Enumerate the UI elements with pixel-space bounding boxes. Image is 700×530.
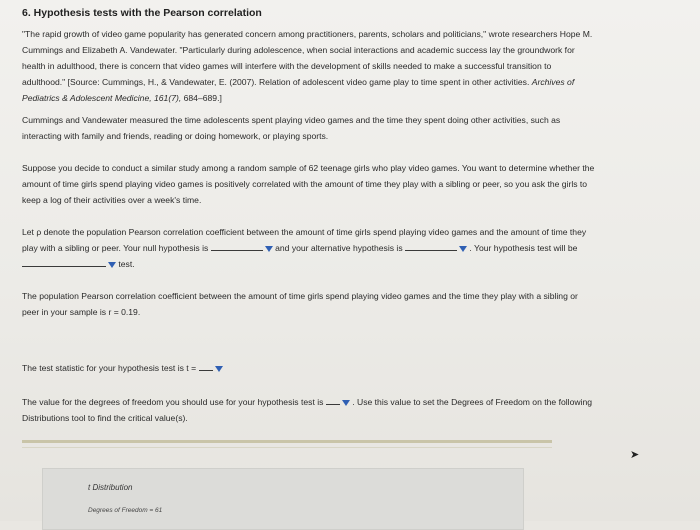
dof-paragraph xyxy=(22,394,662,426)
intro-journal-title-a: Archives of xyxy=(531,77,575,87)
study-line-1: Cummings and Vandewater measured the time adolescents spent playing video games and the time they spent doing other activities, such as xyxy=(22,115,561,125)
scenario-line-2: amount of time girls spend playing video games is positively correlated with the amount of time they play with a sibling or peer, so you ask the girls to xyxy=(22,179,588,189)
intro-paragraph xyxy=(22,26,662,106)
t-distribution-title: t Distribution xyxy=(88,483,133,492)
chevron-down-icon[interactable] xyxy=(265,246,273,252)
dof-instruction: . Use this value to set the Degrees of Freedom on the following xyxy=(352,397,593,407)
intro-line-1: "The rapid growth of video game popularity has generated concern among practitioners, parents, scholars and politicians," wrote researchers Hope M. xyxy=(22,29,593,39)
intro-line-2: Cummings and Elizabeth A. Vandewater. "Particularly during adolescence, when social interactions and academic success lay the groundwork for xyxy=(22,45,575,55)
section-divider xyxy=(22,440,552,443)
intro-line-4 xyxy=(22,74,662,90)
hypothesis-paragraph xyxy=(22,224,662,272)
null-hypothesis-dropdown[interactable] xyxy=(211,240,263,251)
intro-journal-title-b: Pediatrics & Adolescent Medicine, 161(7), xyxy=(22,93,182,103)
dof-line-2: Distributions tool to find the critical value(s). xyxy=(22,413,188,423)
section-divider-shadow xyxy=(22,447,552,448)
dof-dropdown[interactable] xyxy=(326,394,340,405)
test-statistic-paragraph xyxy=(22,360,662,376)
scenario-line-3: keep a log of their activities over a week's time. xyxy=(22,195,202,205)
chevron-down-icon[interactable] xyxy=(459,246,467,252)
sample-line-2: peer in your sample is r = 0.19. xyxy=(22,307,141,317)
alt-hypothesis-dropdown[interactable] xyxy=(405,240,457,251)
hypothesis-line-1: Let ρ denote the population Pearson correlation coefficient between the amount of time girls spend playing video games and the amount of time they xyxy=(22,227,587,237)
scenario-paragraph xyxy=(22,160,662,208)
test-type-label: . Your hypothesis test will be xyxy=(469,243,578,253)
null-hypothesis-label: play with a sibling or peer. Your null hypothesis is xyxy=(22,243,209,253)
intro-pages: 684–689.] xyxy=(181,93,222,103)
sample-correlation-paragraph xyxy=(22,288,662,320)
mouse-cursor-icon: ➤ xyxy=(630,449,640,461)
question-title: 6. Hypothesis tests with the Pearson correlation xyxy=(22,7,262,19)
sample-line-1: The population Pearson correlation coefficient between the amount of time girls spend playing video games and the time they play with a sibling or xyxy=(22,291,578,301)
degrees-of-freedom-label[interactable]: Degrees of Freedom = 61 xyxy=(88,507,163,514)
alt-hypothesis-label: and your alternative hypothesis is xyxy=(275,243,403,253)
study-line-2: interacting with family and friends, reading or doing homework, or playing sports. xyxy=(22,131,329,141)
intro-line-4-text: adulthood." [Source: Cummings, H., & Vandewater, E. (2007). Relation of adolescent video game play to time spent in other activities. xyxy=(22,77,532,87)
intro-line-3: health in adulthood, there is concern that video games will interfere with the development of skills needed to make a successful transition to xyxy=(22,61,552,71)
test-statistic-label: The test statistic for your hypothesis test is t = xyxy=(22,363,197,373)
chevron-down-icon[interactable] xyxy=(215,366,223,372)
study-paragraph xyxy=(22,112,662,144)
test-statistic-dropdown[interactable] xyxy=(199,360,213,371)
hypothesis-line-3 xyxy=(22,256,662,272)
scenario-line-1: Suppose you decide to conduct a similar study among a random sample of 62 teenage girls who play video games. You want to determine whether the xyxy=(22,163,595,173)
chevron-down-icon[interactable] xyxy=(342,400,350,406)
test-type-dropdown[interactable] xyxy=(22,256,106,267)
test-suffix: test. xyxy=(118,259,135,269)
intro-line-5 xyxy=(22,90,662,106)
dof-label: The value for the degrees of freedom you should use for your hypothesis test is xyxy=(22,397,324,407)
dof-line-1 xyxy=(22,394,662,410)
hypothesis-line-2 xyxy=(22,240,662,256)
chevron-down-icon[interactable] xyxy=(108,262,116,268)
